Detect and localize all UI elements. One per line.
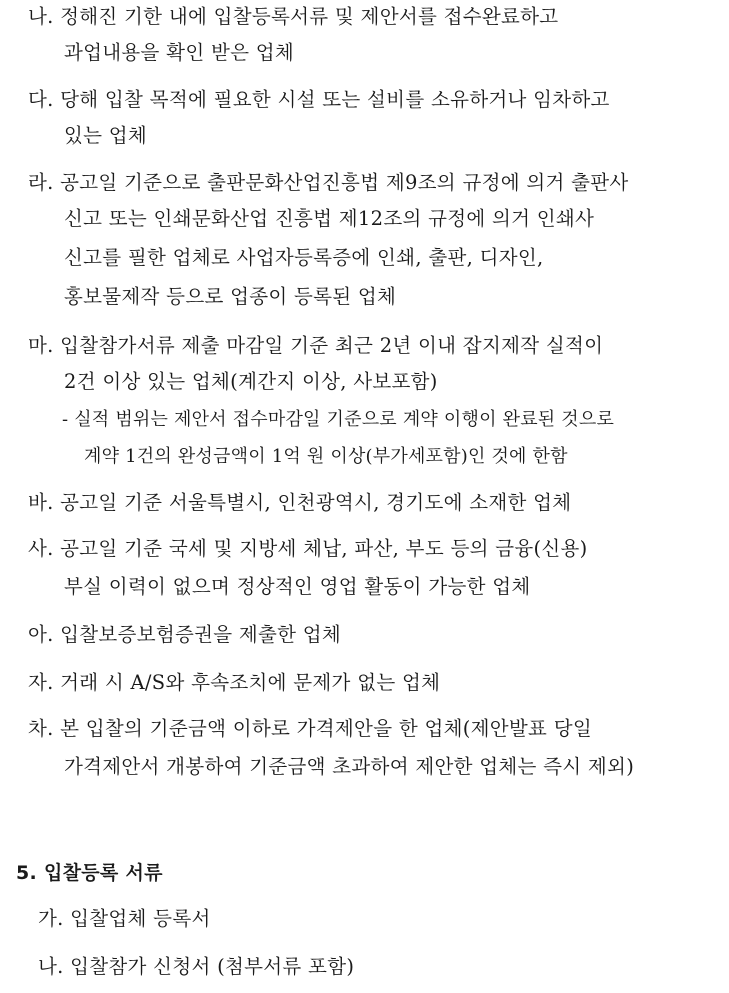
item-text: 입찰참가서류 제출 마감일 기준 최근 2년 이내 잡지제작 실적이 xyxy=(60,334,604,357)
list-item xyxy=(28,670,440,696)
list-item xyxy=(28,490,571,516)
item-text: 본 입찰의 기준금액 이하로 가격제안을 한 업체(제안발표 당일 xyxy=(60,717,592,740)
item-marker: 자. xyxy=(28,671,54,694)
list-item xyxy=(28,536,588,562)
item-marker: 가. xyxy=(38,907,64,930)
item-text: 당해 입찰 목적에 필요한 시설 또는 설비를 소유하거나 임차하고 xyxy=(60,88,610,111)
item-text: 공고일 기준으로 출판문화산업진흥법 제9조의 규정에 의거 출판사 xyxy=(60,171,629,194)
item-marker: 아. xyxy=(28,623,54,646)
item-marker: 나. xyxy=(38,955,64,978)
item-marker: 차. xyxy=(28,717,54,740)
item-text-continued: 부실 이력이 없으며 정상적인 영업 활동이 가능한 업체 xyxy=(64,575,531,598)
item-text: 공고일 기준 국세 및 지방세 체납, 파산, 부도 등의 금융(신용) xyxy=(60,537,588,560)
item-text: 공고일 기준 서울특별시, 인천광역시, 경기도에 소재한 업체 xyxy=(60,491,572,514)
item-text-continued: 2건 이상 있는 업체(계간지 이상, 사보포함) xyxy=(64,370,438,393)
list-item xyxy=(28,333,603,359)
sub-item-text-continued: 계약 1건의 완성금액이 1억 원 이상(부가세포함)인 것에 한함 xyxy=(84,446,568,467)
item-text: 입찰보증보험증권을 제출한 업체 xyxy=(60,623,342,646)
item-text-continued: 있는 업체 xyxy=(64,124,148,147)
list-item xyxy=(28,716,592,742)
item-marker: 라. xyxy=(28,171,54,194)
item-text: 입찰업체 등록서 xyxy=(70,907,211,930)
item-text-continued: 신고 또는 인쇄문화산업 진흥법 제12조의 규정에 의거 인쇄사 xyxy=(64,207,595,230)
item-marker: 다. xyxy=(28,88,54,111)
list-item xyxy=(38,954,354,980)
sub-list-item xyxy=(62,407,614,433)
list-item xyxy=(28,622,341,648)
item-marker: 바. xyxy=(28,491,54,514)
list-item xyxy=(38,906,211,932)
item-text: 입찰참가 신청서 (첨부서류 포함) xyxy=(70,955,355,978)
list-item xyxy=(28,170,629,196)
list-item xyxy=(28,4,558,30)
item-marker: 나. xyxy=(28,5,54,28)
item-text: 거래 시 A/S와 후속조치에 문제가 없는 업체 xyxy=(60,671,441,694)
sub-item-marker: - xyxy=(62,409,69,430)
item-text-continued: 신고를 필한 업체로 사업자등록증에 인쇄, 출판, 디자인, xyxy=(64,246,544,269)
item-text-continued: 과업내용을 확인 받은 업체 xyxy=(64,41,295,64)
list-item xyxy=(28,87,610,113)
item-text: 정해진 기한 내에 입찰등록서류 및 제안서를 접수완료하고 xyxy=(60,5,559,28)
item-marker: 사. xyxy=(28,537,54,560)
item-text-continued: 홍보물제작 등으로 업종이 등록된 업체 xyxy=(64,285,397,308)
item-text-continued: 가격제안서 개봉하여 기준금액 초과하여 제안한 업체는 즉시 제외) xyxy=(64,755,635,778)
section-heading: 5. 입찰등록 서류 xyxy=(16,862,163,884)
sub-item-text: 실적 범위는 제안서 접수마감일 기준으로 계약 이행이 완료된 것으로 xyxy=(74,409,615,430)
item-marker: 마. xyxy=(28,334,54,357)
